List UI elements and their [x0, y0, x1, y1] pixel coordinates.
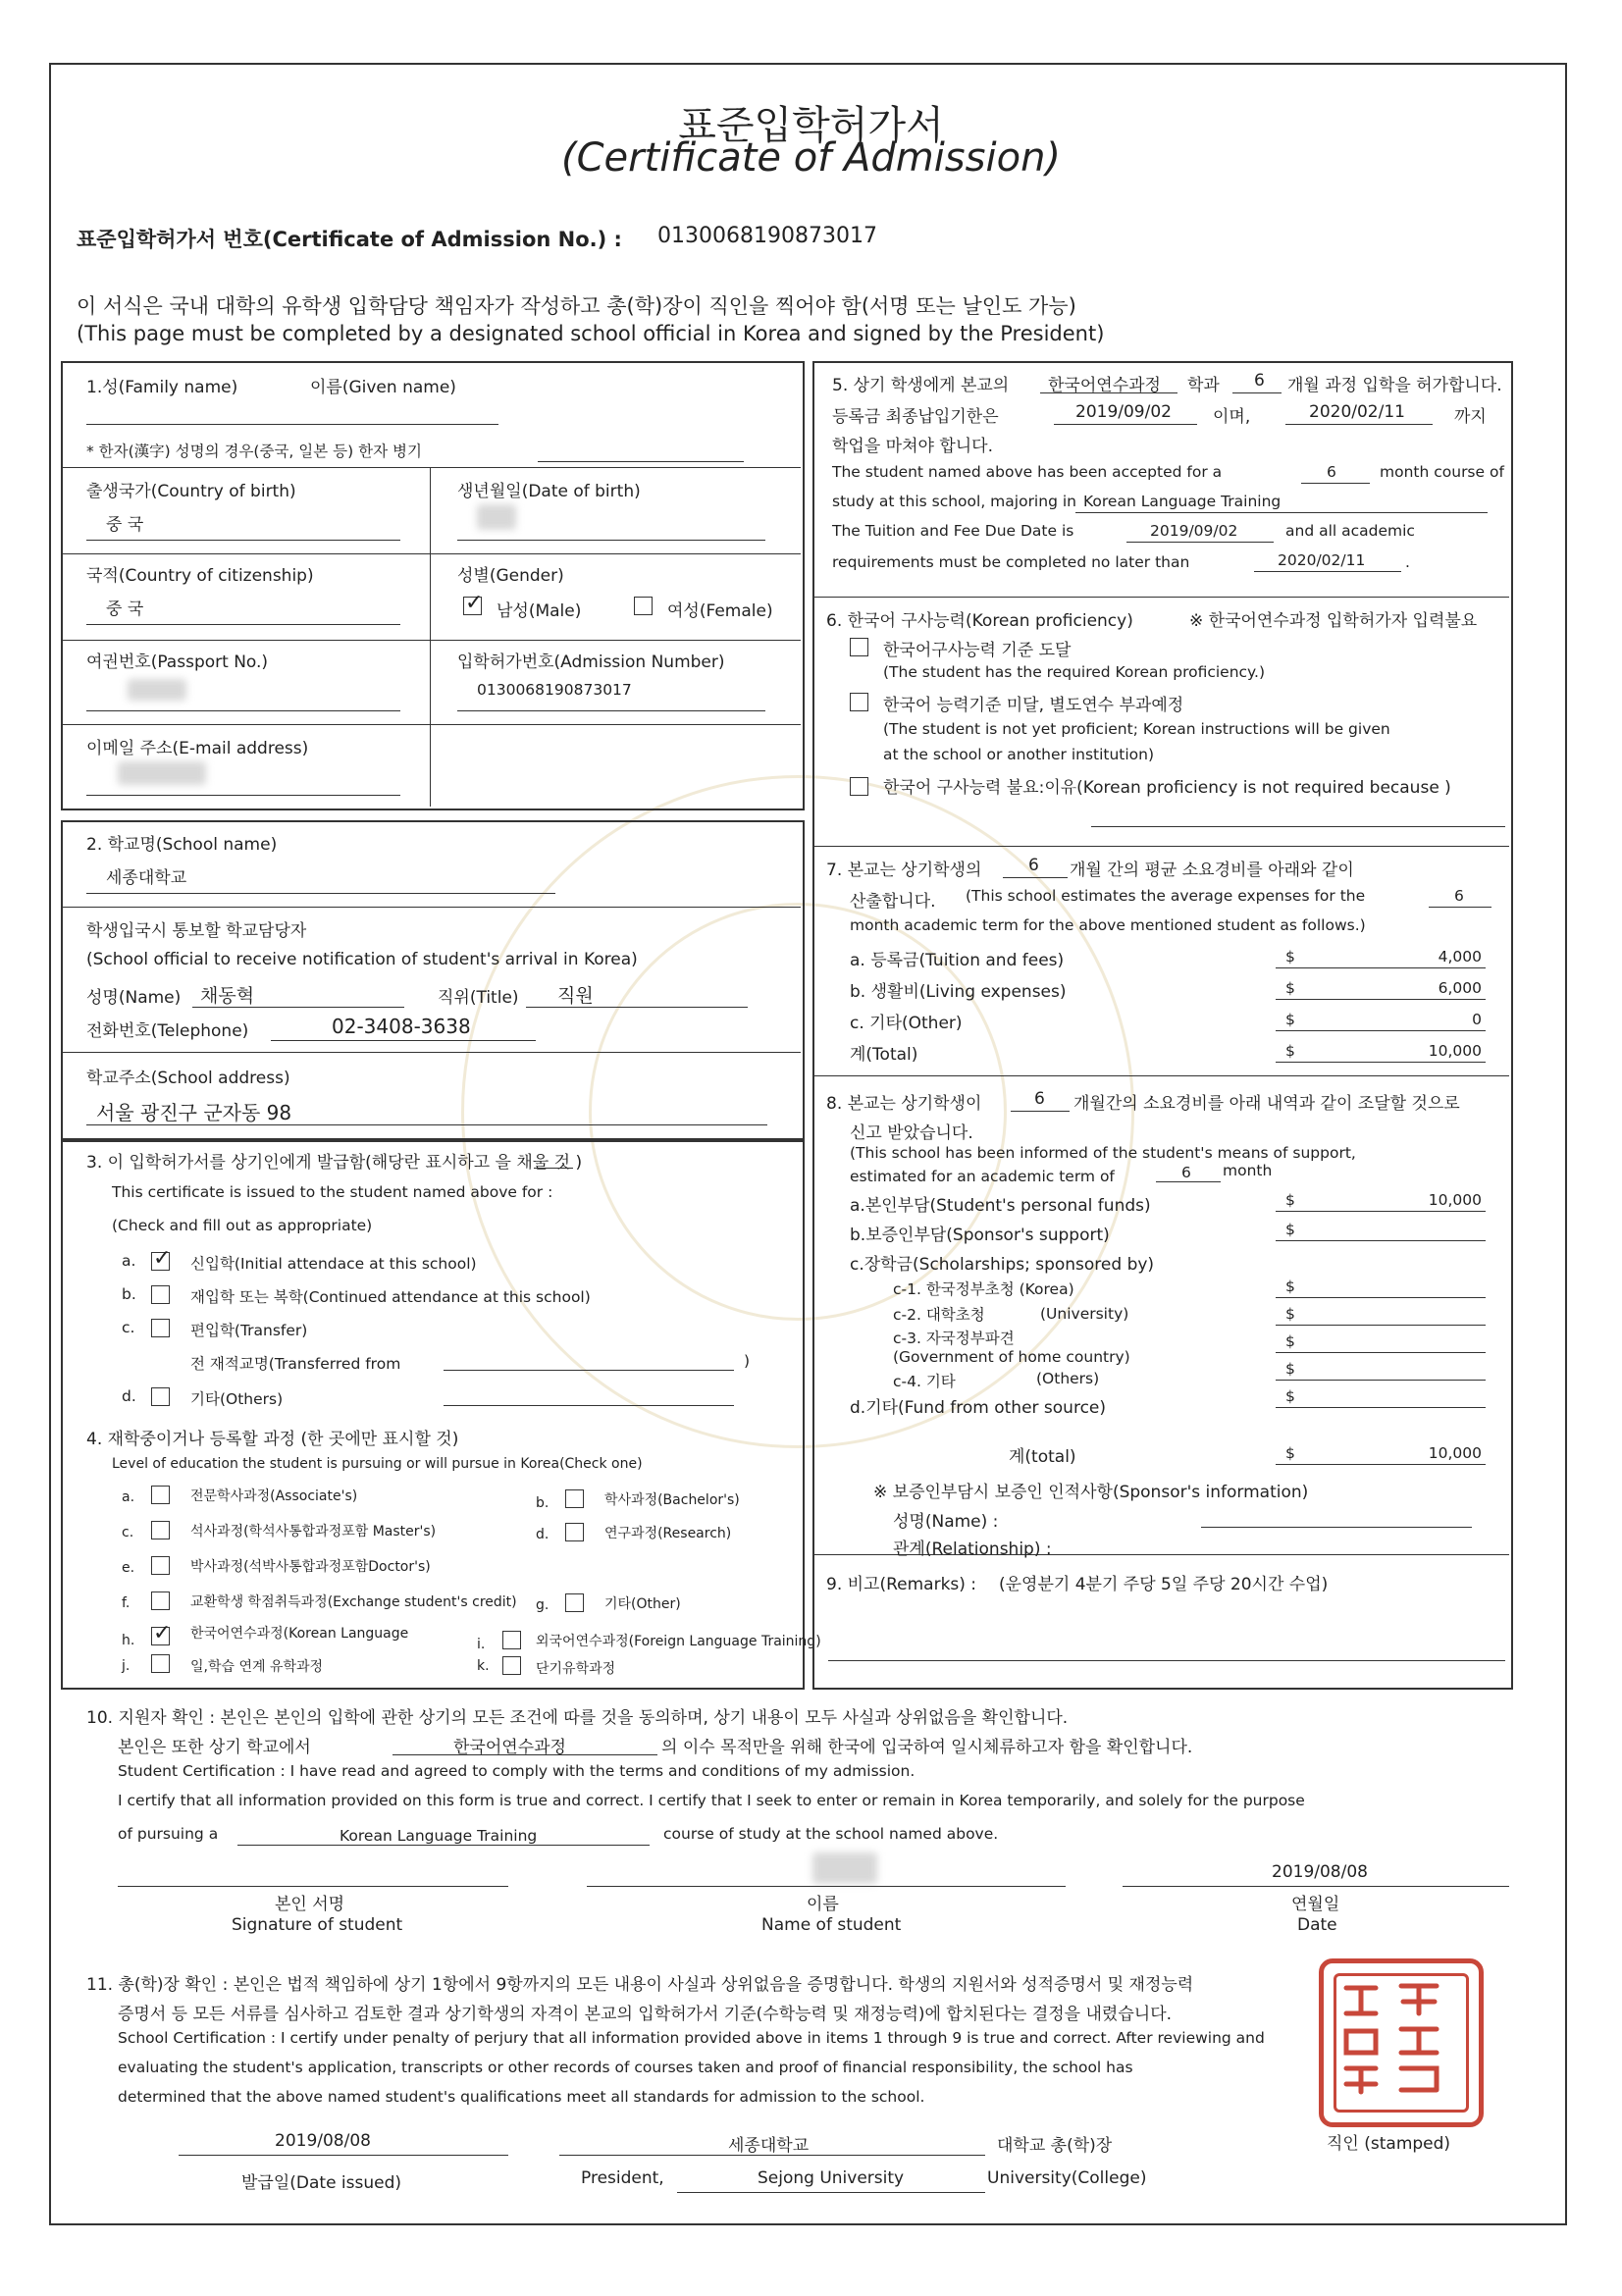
field-line: [1040, 392, 1177, 393]
s8-text: 신고 받았습니다.: [850, 1123, 973, 1143]
s8-c3-label-en: (Government of home country): [893, 1348, 1130, 1366]
date-line: [1123, 1886, 1509, 1887]
passport-redacted: [128, 679, 186, 701]
associate-checkbox[interactable]: [151, 1486, 170, 1504]
transferred-from-label: 전 재적교명(Transferred from: [190, 1355, 401, 1373]
school-official-label-en: (School official to receive notification of student's arrival in Korea): [86, 950, 638, 969]
seal-label: 직인 (stamped): [1327, 2129, 1450, 2154]
s5-due-date: 2019/09/02: [1075, 402, 1172, 422]
currency: $: [1285, 1444, 1295, 1462]
associate-label: 전문학사과정(Associate's): [190, 1488, 358, 1504]
s5-en: The Tuition and Fee Due Date is: [832, 522, 1074, 540]
s7-total-label: 계(Total): [850, 1045, 918, 1065]
s5-text: 5. 상기 학생에게 본교의: [832, 376, 1010, 395]
option-letter: f.: [122, 1595, 131, 1611]
option-letter: c.: [122, 1319, 135, 1336]
others-checkbox[interactable]: [151, 1387, 170, 1406]
field-line: [1091, 826, 1505, 827]
s8-text: 8. 본교는 상기학생이: [826, 1094, 982, 1114]
dob-redacted: [477, 504, 516, 530]
s5-en: The student named above has been accepted for a: [832, 463, 1223, 481]
divider: [63, 467, 801, 468]
continued-attendance-checkbox[interactable]: [151, 1285, 170, 1304]
intro-english: (This page must be completed by a designated school official in Korea and signed by the President): [77, 322, 1105, 345]
transfer-label: 편입학(Transfer): [190, 1322, 308, 1339]
school-name-value: 세종대학교: [106, 868, 187, 888]
s5-en-major: Korean Language Training: [1083, 493, 1282, 510]
s8-personal-value: 10,000: [1428, 1191, 1482, 1209]
research-checkbox[interactable]: [565, 1523, 584, 1541]
s7-other-label: c. 기타(Other): [850, 1014, 963, 1033]
field-line: [86, 795, 400, 796]
divider: [814, 1075, 1509, 1076]
school-name-en: Sejong University: [758, 2168, 905, 2188]
currency: $: [1285, 1042, 1295, 1060]
s8-sponsor-label: b.보증인부담(Sponsor's support): [850, 1226, 1110, 1245]
field-line: [1276, 1325, 1486, 1326]
option-letter: j.: [122, 1658, 131, 1674]
birth-country-label: 출생국가(Country of birth): [86, 482, 296, 501]
president-ko: 대학교 총(학)장: [997, 2136, 1113, 2156]
divider: [814, 846, 1509, 847]
option-letter: c.: [122, 1525, 134, 1540]
telephone-value: 02-3408-3638: [332, 1015, 471, 1038]
bachelor-checkbox[interactable]: [565, 1489, 584, 1508]
option-letter: h.: [122, 1633, 135, 1648]
short-term-label: 단기유학과정: [536, 1661, 616, 1677]
field-line: [86, 624, 400, 625]
s5-text: 개월 과정 입학을 허가합니다.: [1287, 376, 1502, 395]
school-name-label: 2. 학교명(School name): [86, 835, 278, 855]
s8-sponsor-relationship: 관계(Relationship) :: [893, 1539, 1052, 1559]
email-label: 이메일 주소(E-mail address): [86, 739, 309, 758]
s7-living-value: 6,000: [1438, 979, 1482, 997]
not-proficient-label-en-2: at the school or another institution): [883, 746, 1155, 763]
option-letter: b.: [536, 1495, 549, 1511]
s8-months: 6: [1034, 1089, 1045, 1109]
issue-date-label: 발급일(Date issued): [241, 2173, 402, 2193]
field-line: [86, 540, 400, 541]
field-line: [1276, 1030, 1486, 1031]
divider: [63, 553, 801, 554]
s8-sponsor-name: 성명(Name) :: [893, 1512, 999, 1532]
field-line: [1011, 1111, 1070, 1112]
foreign-language-checkbox[interactable]: [502, 1631, 521, 1649]
divider: [814, 597, 1509, 598]
field-line: [1003, 877, 1068, 878]
s5-en-months: 6: [1327, 463, 1336, 481]
field-line: [86, 710, 400, 711]
s7-tuition-value: 4,000: [1438, 948, 1482, 965]
s5-en-due: 2019/09/02: [1150, 522, 1238, 540]
s5-en: requirements must be completed no later than: [832, 553, 1190, 571]
school-en-line: [677, 2192, 985, 2193]
field-line: [1075, 512, 1488, 513]
section-3-en-1: This certificate is issued to the student named above for :: [112, 1183, 553, 1201]
s8-text-en: (This school has been informed of the student's means of support,: [850, 1144, 1356, 1162]
issue-date-line: [179, 2155, 508, 2156]
continued-attendance-label: 재입학 또는 복학(Continued attendance at this school): [190, 1288, 591, 1306]
fill-blank-marker: [534, 1168, 573, 1169]
s8-c3-label: c-3. 자국정부파견: [893, 1330, 1015, 1347]
student-name-redacted: [812, 1852, 877, 1884]
s7-living-label: b. 생활비(Living expenses): [850, 982, 1067, 1002]
s5-program: 한국어연수과정: [1048, 376, 1161, 395]
field-line: [444, 1405, 734, 1406]
field-line: [1276, 1211, 1486, 1212]
option-letter: k.: [477, 1658, 490, 1674]
s5-text: 학과: [1187, 376, 1220, 395]
s7-text: 7. 본교는 상기학생의: [826, 861, 982, 880]
field-line: [457, 540, 765, 541]
s5-en: study at this school, majoring in: [832, 493, 1076, 510]
field-line: [828, 1660, 1505, 1661]
seal-glyphs: [1319, 1958, 1474, 2117]
section-3-heading: 3. 이 입학허가서를 상기인에게 발급함(해당란 표시하고 을 채울 것 ): [86, 1153, 583, 1173]
official-title-value: 직원: [557, 985, 594, 1007]
field-line: [1054, 424, 1197, 425]
signature-label-en: Signature of student: [232, 1915, 403, 1935]
field-line: [1285, 424, 1433, 425]
short-term-checkbox[interactable]: [502, 1656, 521, 1675]
s10-line-5b: course of study at the school named above.: [663, 1825, 999, 1843]
s6-heading: 6. 한국어 구사능력(Korean proficiency): [826, 611, 1133, 631]
divider: [63, 1052, 801, 1053]
field-line: [1276, 1464, 1486, 1465]
initial-attendance-checkbox[interactable]: [151, 1252, 170, 1271]
field-line: [86, 1124, 767, 1125]
s7-other-value: 0: [1472, 1011, 1482, 1028]
gender-female-label: 여성(Female): [667, 601, 773, 621]
field-line: [1126, 542, 1274, 543]
s8-total-label: 계(total): [1009, 1447, 1076, 1467]
field-line: [1276, 1240, 1486, 1241]
gender-label: 성별(Gender): [457, 566, 564, 586]
s5-end-date: 2020/02/11: [1309, 402, 1405, 422]
doctor-checkbox[interactable]: [151, 1556, 170, 1575]
field-line: [1254, 571, 1401, 572]
s8-c2-label: c-2. 대학초청: [893, 1306, 985, 1324]
s5-months: 6: [1254, 371, 1265, 391]
field-line: [1276, 1297, 1486, 1298]
hanja-label: * 한자(漢字) 성명의 경우(중국, 일본 등) 한자 병기: [86, 443, 422, 460]
s7-text-en: (This school estimates the average expenses for the: [966, 887, 1366, 905]
not-proficient-label-en-1: (The student is not yet proficient; Korean instructions will be given: [883, 720, 1390, 738]
school-official-label: 학생입국시 통보할 학교담당자: [86, 921, 307, 941]
name-line: [587, 1886, 1066, 1887]
cert-no-label: 표준입학허가서 번호(Certificate of Admission No.) :: [77, 228, 622, 251]
president-label: President,: [581, 2168, 664, 2188]
s8-text: 개월간의 소요경비를 아래 내역과 같이 조달할 것으로: [1073, 1094, 1460, 1114]
s8-c2-label-en: (University): [1040, 1305, 1129, 1323]
s8-scholarship-label: c.장학금(Scholarships; sponsored by): [850, 1255, 1155, 1275]
s6-note: ※ 한국어연수과정 입학허가자 입력불요: [1189, 611, 1478, 631]
s7-text: 개월 간의 평균 소요경비를 아래와 같이: [1070, 861, 1354, 880]
official-name-label: 성명(Name): [86, 988, 182, 1008]
option-letter: d.: [122, 1387, 136, 1405]
currency: $: [1285, 1278, 1295, 1295]
field-line: [1276, 999, 1486, 1000]
work-study-label: 일,학습 연계 유학과정: [190, 1659, 324, 1675]
bachelor-label: 학사과정(Bachelor's): [604, 1492, 740, 1508]
s11-line-5: determined that the above named student's qualifications meet all standards for admission to the school.: [118, 2088, 925, 2106]
s7-text: 산출합니다.: [850, 892, 936, 912]
field-line: [1201, 1554, 1472, 1555]
intro-korean: 이 서식은 국내 대학의 유학생 입학담당 책임자가 작성하고 총(학)장이 직인을 찍어야 함(서명 또는 날인도 가능): [77, 294, 1076, 318]
divider: [63, 640, 801, 641]
name-field-line: [86, 424, 498, 425]
s8-c4-label-en: (Others): [1036, 1370, 1100, 1387]
transfer-checkbox[interactable]: [151, 1319, 170, 1337]
others-label: 기타(Others): [190, 1390, 284, 1408]
s5-text: 이며,: [1213, 407, 1251, 427]
field-line: [237, 1845, 650, 1846]
citizenship-value: 중 국: [106, 600, 144, 619]
s8-en-months: 6: [1181, 1164, 1191, 1181]
s11-line-1: 11. 총(학)장 확인 : 본인은 법적 책임하에 상기 1항에서 9항까지의 모든 내용이 사실과 상위없음을 증명합니다. 학생의 지원서와 성적증명서 및 재정능력: [86, 1975, 1194, 1995]
s8-c4-label: c-4. 기타: [893, 1373, 956, 1390]
proficient-checkbox[interactable]: [850, 638, 868, 656]
option-letter: g.: [536, 1597, 549, 1613]
field-line: [444, 1370, 734, 1371]
issue-date: 2019/08/08: [275, 2131, 371, 2151]
field-line: [1276, 1062, 1486, 1063]
field-line: [457, 710, 765, 711]
currency: $: [1285, 1011, 1295, 1028]
option-letter: b.: [122, 1285, 136, 1303]
not-proficient-checkbox[interactable]: [850, 693, 868, 711]
school-name-ko: 세종대학교: [728, 2136, 810, 2156]
exchange-label: 교환학생 학점취득과정(Exchange student's credit): [190, 1594, 517, 1610]
currency: $: [1285, 1387, 1295, 1405]
field-line: [1232, 392, 1282, 393]
proficient-label: 한국어구사능력 기준 도달: [883, 641, 1072, 660]
s11-line-2: 증명서 등 모든 서류를 심사하고 검토한 결과 상기학생의 자격이 본교의 입학허가서 기준(수학능력 및 재정능력)에 합치된다는 결정을 내렸습니다.: [118, 2005, 1173, 2024]
s10-line-2a: 본인은 또한 상기 학교에서: [118, 1738, 311, 1757]
title-english: (Certificate of Admission): [560, 135, 1062, 181]
given-name-label: 이름(Given name): [310, 378, 456, 397]
option-letter: a.: [122, 1252, 136, 1270]
currency: $: [1285, 1332, 1295, 1350]
field-line: [192, 1007, 404, 1008]
s7-tuition-label: a. 등록금(Tuition and fees): [850, 951, 1065, 970]
s7-months: 6: [1028, 856, 1039, 875]
telephone-label: 전화번호(Telephone): [86, 1021, 249, 1041]
s8-sponsor-info: ※ 보증인부담시 보증인 인적사항(Sponsor's information): [873, 1483, 1309, 1502]
s10-line-2b: 의 이수 목적만을 위해 한국에 입국하여 일시체류하고자 함을 확인합니다.: [661, 1738, 1193, 1757]
field-line: [1276, 1352, 1486, 1353]
s8-text-en: estimated for an academic term of: [850, 1168, 1115, 1185]
citizenship-label: 국적(Country of citizenship): [86, 566, 314, 586]
signature-line: [118, 1886, 508, 1887]
transferred-from-close: ): [744, 1352, 751, 1370]
remarks-label: 9. 비고(Remarks) :: [826, 1575, 977, 1594]
s8-personal-label: a.본인부담(Student's personal funds): [850, 1196, 1151, 1216]
school-line: [559, 2155, 985, 2156]
not-proficient-label: 한국어 능력기준 미달, 별도연수 부과예정: [883, 696, 1184, 715]
school-address-label: 학교주소(School address): [86, 1069, 290, 1088]
currency: $: [1285, 1305, 1295, 1323]
official-seal-stamp: [1319, 1958, 1484, 2127]
work-study-checkbox[interactable]: [151, 1654, 170, 1673]
name-label-ko: 이름: [807, 1895, 839, 1914]
master-checkbox[interactable]: [151, 1521, 170, 1539]
official-title-label: 직위(Title): [438, 988, 519, 1008]
master-label: 석사과정(학석사통합과정포함 Master's): [190, 1524, 437, 1539]
date-label-en: Date: [1297, 1915, 1337, 1935]
divider: [63, 724, 801, 725]
s5-en: and all academic: [1285, 522, 1415, 540]
gender-female-checkbox[interactable]: [634, 597, 653, 615]
dob-label: 생년월일(Date of birth): [457, 482, 641, 501]
s7-total-value: 10,000: [1428, 1042, 1482, 1060]
official-name-value: 채동혁: [200, 985, 255, 1007]
s10-major: Korean Language Training: [340, 1827, 538, 1845]
not-required-checkbox[interactable]: [850, 777, 868, 796]
field-line: [1429, 907, 1491, 908]
field-line: [1156, 1181, 1221, 1182]
field-line: [1276, 967, 1486, 968]
currency: $: [1285, 1221, 1295, 1238]
option-letter: i.: [477, 1637, 486, 1652]
s10-line-5a: of pursuing a: [118, 1825, 219, 1843]
s5-text: 등록금 최종납입기한은: [832, 407, 999, 427]
s8-total-value: 10,000: [1428, 1444, 1482, 1462]
currency: $: [1285, 948, 1295, 965]
hanja-field-line: [538, 461, 744, 462]
cert-no: 0130068190873017: [657, 224, 877, 248]
currency: $: [1285, 1191, 1295, 1209]
foreign-language-label: 외국어연수과정(Foreign Language Training): [536, 1634, 821, 1649]
other-checkbox[interactable]: [565, 1593, 584, 1612]
field-line: [86, 893, 555, 894]
birth-country-value: 중 국: [106, 515, 144, 535]
s5-en: month course of: [1380, 463, 1504, 481]
field-line: [1276, 1380, 1486, 1381]
option-letter: e.: [122, 1560, 135, 1576]
not-required-label: 한국어 구사능력 불요:이유(Korean proficiency is not required because ): [883, 778, 1451, 798]
remarks-text: (운영분기 4분기 주당 5일 주당 20시간 수업): [999, 1575, 1329, 1594]
research-label: 연구과정(Research): [604, 1526, 732, 1541]
admission-number-value: 0130068190873017: [477, 681, 632, 699]
s10-line-1: 10. 지원자 확인 : 본인은 본인의 입학에 관한 상기의 모든 조건에 따를 것을 동의하며, 상기 내용이 모두 사실과 상위없음을 확인합니다.: [86, 1708, 1069, 1728]
s5-text: 학업을 마쳐야 합니다.: [832, 437, 994, 456]
gender-male-checkbox[interactable]: [463, 597, 482, 615]
field-line: [392, 1754, 657, 1755]
field-line: [1201, 1527, 1472, 1528]
exchange-checkbox[interactable]: [151, 1592, 170, 1610]
signature-label-ko: 본인 서명: [275, 1895, 345, 1914]
s8-other-label: d.기타(Fund from other source): [850, 1398, 1107, 1418]
s11-line-3: School Certification : I certify under penalty of perjury that all information provided above in items 1 through 9 is true and correct. After reviewing and: [118, 2029, 1265, 2047]
section-4-sub: Level of education the student is pursuing or will pursue in Korea(Check one): [112, 1456, 643, 1472]
other-label: 기타(Other): [604, 1596, 681, 1612]
passport-label: 여권번호(Passport No.): [86, 652, 269, 672]
s8-text-en: month: [1223, 1162, 1273, 1179]
field-line: [1276, 1407, 1486, 1408]
divider: [63, 907, 801, 908]
s10-line-4: I certify that all information provided on this form is true and correct. I certify that I seek to enter or remain in Korea temporarily, and solely for the purpose: [118, 1792, 1305, 1809]
s8-c1-label: c-1. 한국정부초청 (Korea): [893, 1280, 1074, 1298]
email-redacted: [118, 761, 206, 785]
admission-number-label: 입학허가번호(Admission Number): [457, 652, 725, 672]
university-label: University(College): [987, 2168, 1147, 2188]
s10-line-3: Student Certification : I have read and agreed to comply with the terms and conditions of my admission.: [118, 1762, 916, 1780]
initial-attendance-label: 신입학(Initial attendace at this school): [190, 1255, 477, 1273]
name-label-en: Name of student: [761, 1915, 902, 1935]
field-line: [1301, 483, 1370, 484]
doctor-label: 박사과정(석박사통합과정포함Doctor's): [190, 1559, 431, 1575]
s5-dot: .: [1405, 553, 1410, 571]
s5-text: 까지: [1454, 407, 1487, 427]
field-line: [526, 1007, 748, 1008]
field-line: [271, 1040, 536, 1041]
s10-program: 한국어연수과정: [453, 1738, 566, 1757]
section-4-heading: 4. 재학중이거나 등록할 과정 (한 곳에만 표시할 것): [86, 1430, 459, 1449]
family-name-label: 1.성(Family name): [86, 378, 238, 397]
s7-en-months: 6: [1454, 887, 1464, 905]
s5-en-end: 2020/02/11: [1278, 551, 1366, 569]
option-letter: d.: [536, 1527, 549, 1542]
divider-vertical: [430, 467, 431, 807]
korean-language-checkbox[interactable]: [151, 1627, 170, 1645]
gender-male-label: 남성(Male): [497, 601, 582, 621]
currency: $: [1285, 979, 1295, 997]
s7-text-en: month academic term for the above mentioned student as follows.): [850, 916, 1366, 934]
currency: $: [1285, 1360, 1295, 1378]
s11-line-4: evaluating the student's application, transcripts or other records of courses taken and proof of financial responsibility, the school has: [118, 2059, 1133, 2076]
s10-date: 2019/08/08: [1272, 1862, 1368, 1882]
school-address-value: 서울 광진구 군자동 98: [96, 1101, 292, 1124]
proficient-label-en: (The student has the required Korean proficiency.): [883, 663, 1265, 681]
title-korean: 표준입학허가서: [678, 103, 944, 148]
section-3-en-2: (Check and fill out as appropriate): [112, 1217, 373, 1234]
korean-language-label: 한국어연수과정(Korean Language: [190, 1626, 409, 1642]
option-letter: a.: [122, 1489, 135, 1505]
date-label-ko: 연월일: [1291, 1895, 1340, 1914]
